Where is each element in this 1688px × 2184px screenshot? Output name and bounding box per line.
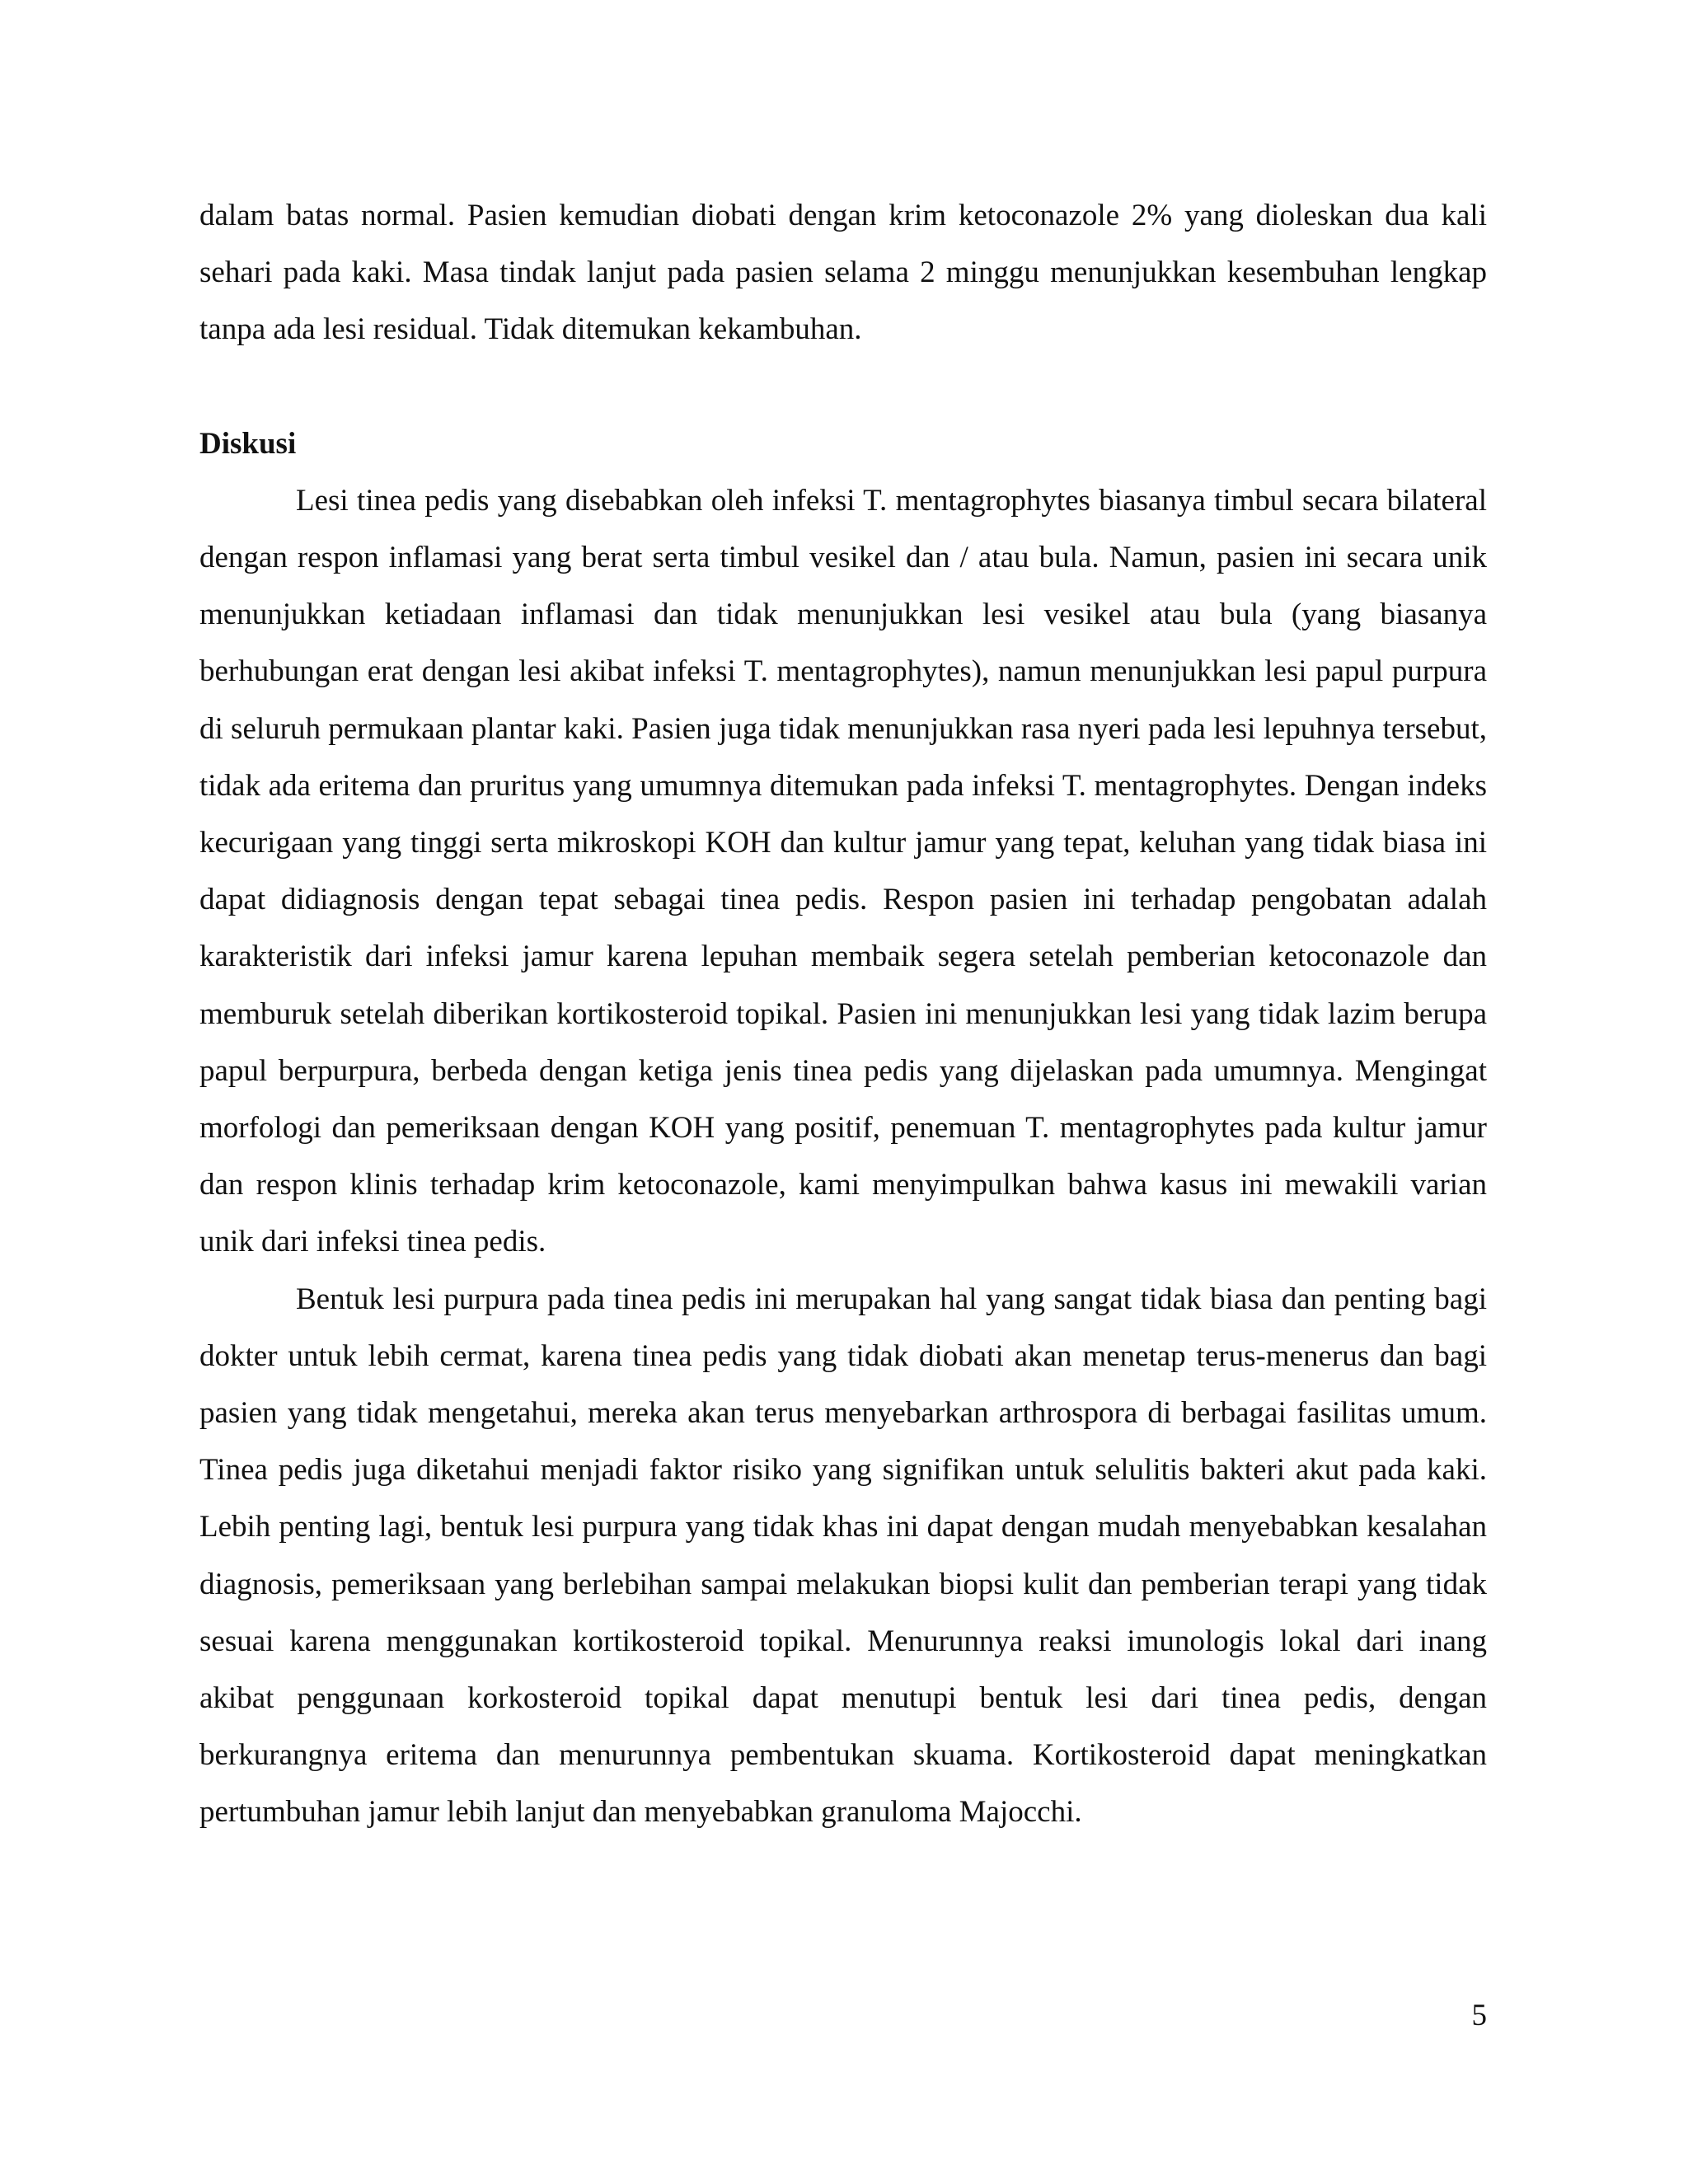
intro-paragraph: dalam batas normal. Pasien kemudian diobati dengan krim ketoconazole 2% yang dioleskan dua kali sehari pada kaki. Masa tindak lanjut pada pasien selama 2 minggu menunjukkan kesembuhan lengkap tanpa ada lesi residual. Tidak ditemukan kekambuhan. [199, 199, 1487, 347]
section-heading: Diskusi [199, 426, 297, 461]
page-number: 5 [1471, 1999, 1487, 2032]
discussion-paragraph-1: Lesi tinea pedis yang disebabkan oleh infeksi T. mentagrophytes biasanya timbul secara bilateral dengan respon inflamasi yang berat serta timbul vesikel dan / atau bula. Namun, pasien ini secara unik menunjukkan ketiadaan inflamasi dan tidak menunjukkan lesi vesikel atau bula (yang biasanya berhubungan erat dengan lesi akibat infeksi T. mentagrophytes), namun menunjukkan lesi papul purpura di seluruh permukaan plantar kaki. Pasien juga tidak menunjukkan rasa nyeri pada lesi lepuhnya tersebut, tidak ada eritema dan pruritus yang umumnya ditemukan pada infeksi T. mentagrophytes. Dengan indeks kecurigaan yang tinggi serta mikroskopi KOH dan kultur jamur yang tepat, keluhan yang tidak biasa ini dapat didiagnosis dengan tepat sebagai tinea pedis. Respon pasien ini terhadap pengobatan adalah karakteristik dari infeksi jamur karena lepuhan membaik segera setelah pemberian ketoconazole dan memburuk setelah diberikan kortikosteroid topikal. Pasien ini menunjukkan lesi yang tidak lazim berupa papul berpurpura, berbeda dengan ketiga jenis tinea pedis yang dijelaskan pada umumnya. Mengingat morfologi dan pemeriksaan dengan KOH yang positif, penemuan T. mentagrophytes pada kultur jamur dan respon klinis terhadap krim ketoconazole, kami menyimpulkan bahwa kasus ini mewakili varian unik dari infeksi tinea pedis. [199, 483, 1487, 1259]
section-spacer [199, 359, 1487, 415]
page-body [199, 187, 1487, 1841]
discussion-paragraph-2: Bentuk lesi purpura pada tinea pedis ini merupakan hal yang sangat tidak biasa dan penting bagi dokter untuk lebih cermat, karena tinea pedis yang tidak diobati akan menetap terus-menerus dan bagi pasien yang tidak mengetahui, mereka akan terus menyebarkan arthrospora di berbagai fasilitas umum. Tinea pedis juga diketahui menjadi faktor risiko yang signifikan untuk selulitis bakteri akut pada kaki. Lebih penting lagi, bentuk lesi purpura yang tidak khas ini dapat dengan mudah menyebabkan kesalahan diagnosis, pemeriksaan yang berlebihan sampai melakukan biopsi kulit dan pemberian terapi yang tidak sesuai karena menggunakan kortikosteroid topikal. Menurunnya reaksi imunologis lokal dari inang akibat penggunaan korkosteroid topikal dapat menutupi bentuk lesi dari tinea pedis, dengan berkurangnya eritema dan menurunnya pembentukan skuama. Kortikosteroid dapat meningkatkan pertumbuhan jamur lebih lanjut dan menyebabkan granuloma Majocchi. [199, 1282, 1487, 1830]
